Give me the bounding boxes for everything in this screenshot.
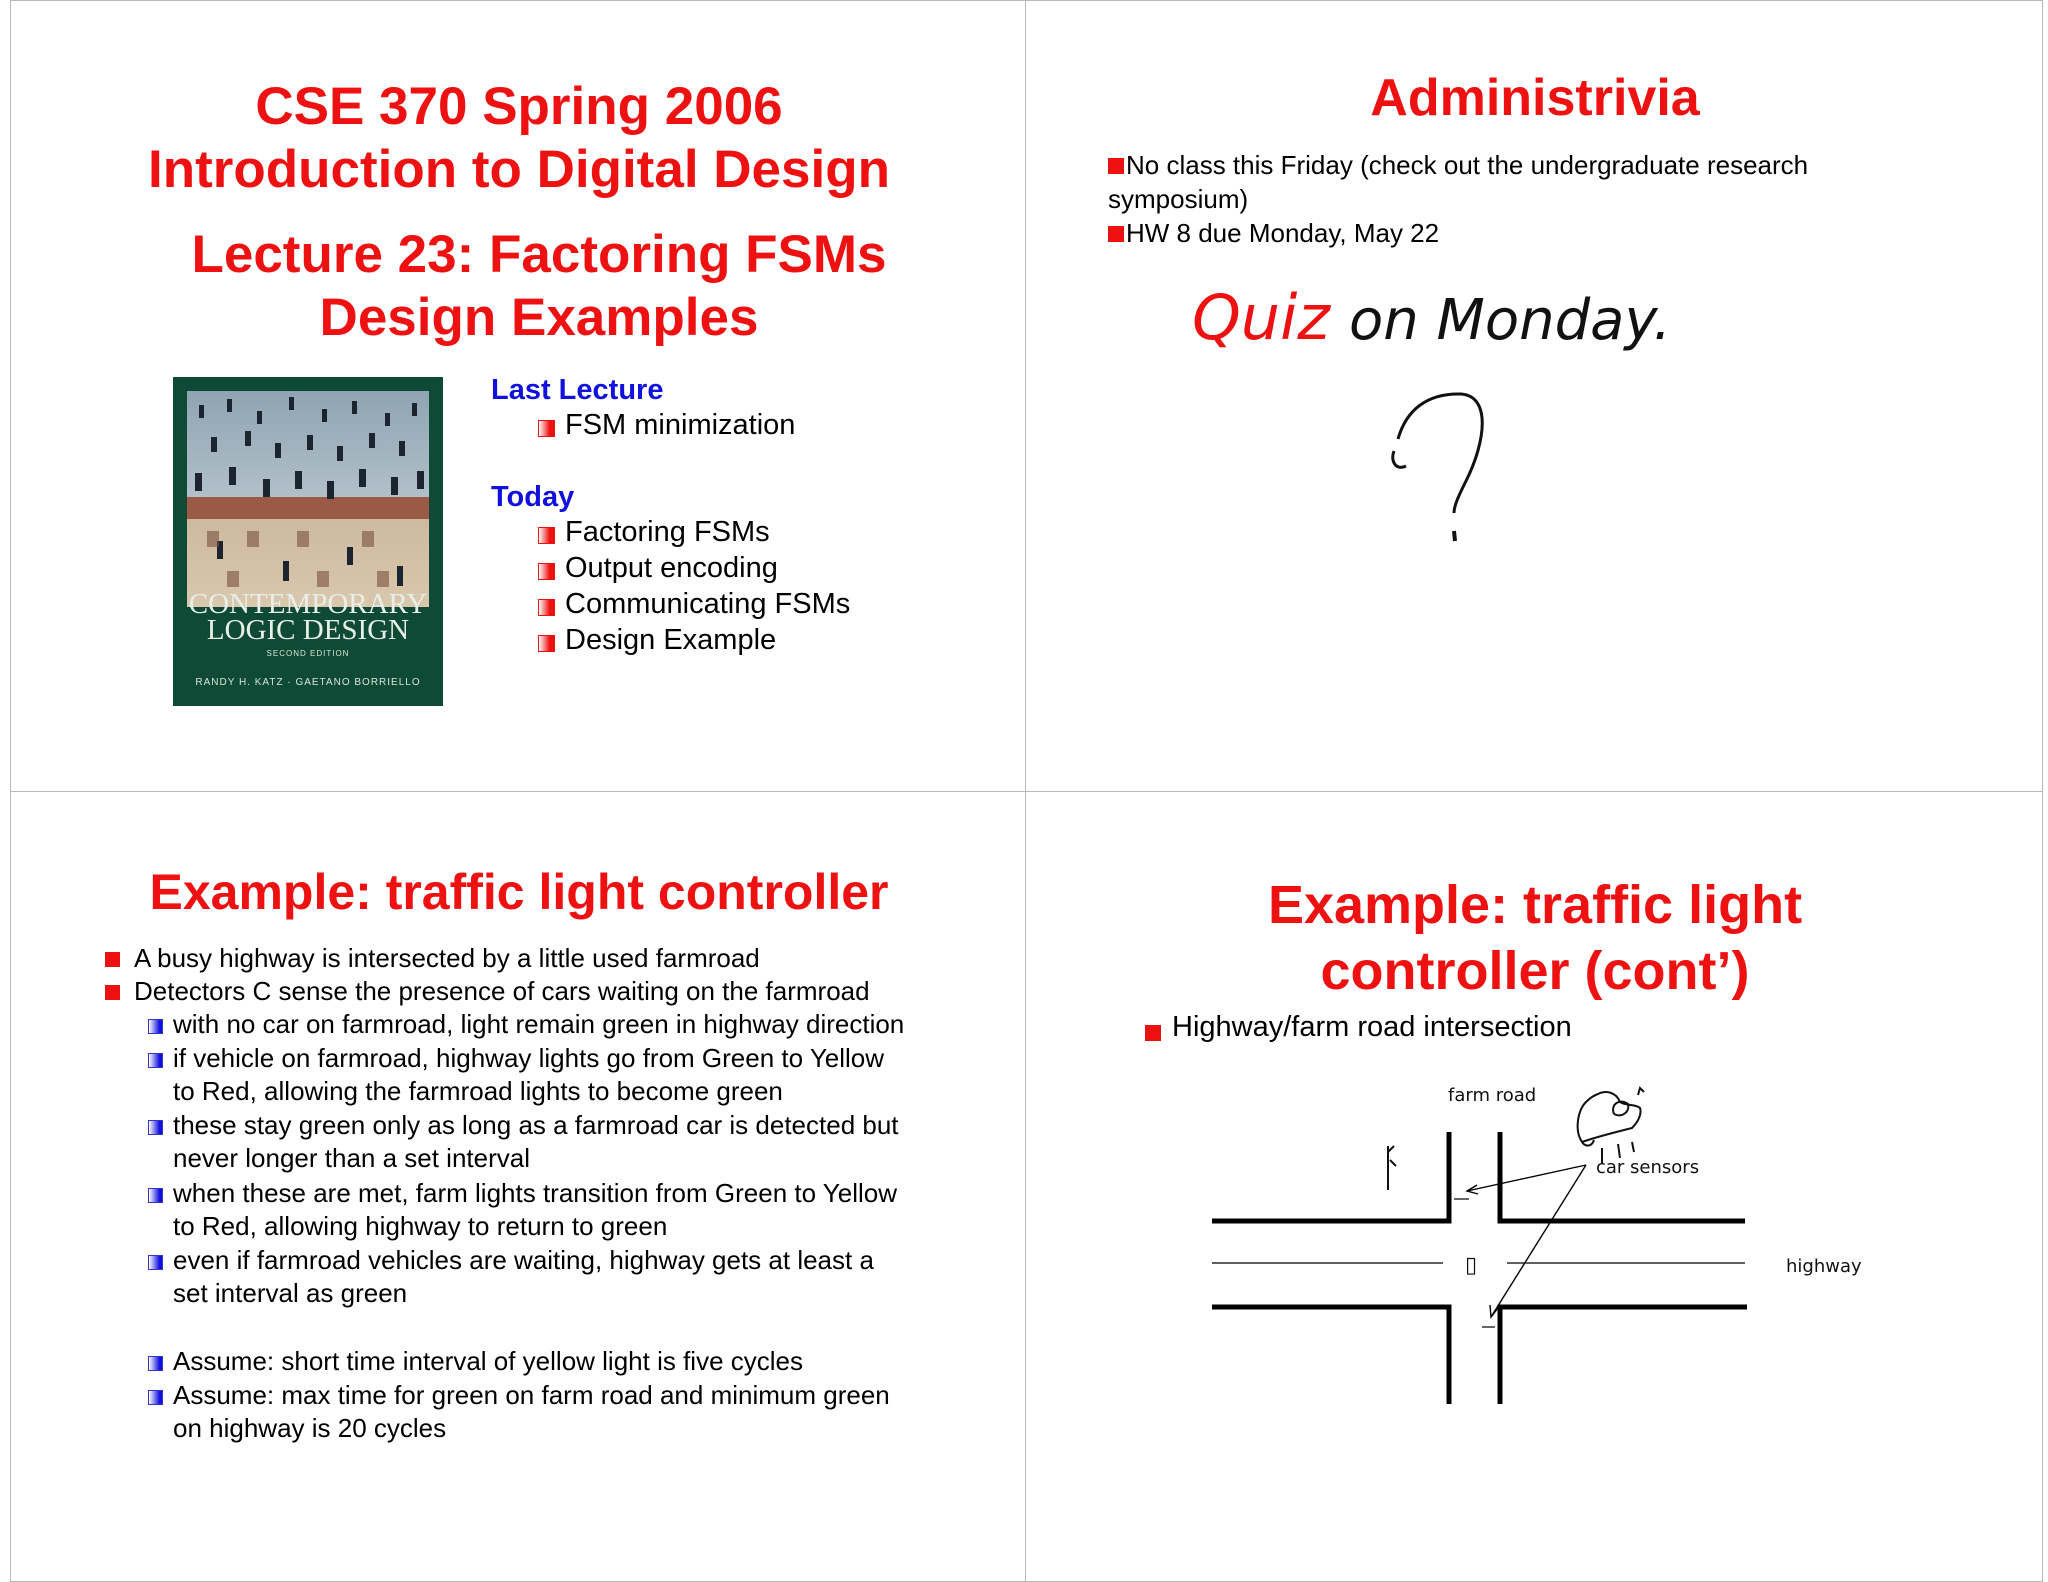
traffic-light-title: Example: traffic light controller xyxy=(149,864,889,920)
today-item: Output encoding xyxy=(565,552,778,584)
car-sensors-label: car sensors xyxy=(1596,1157,1700,1178)
today-header: Today xyxy=(491,481,575,513)
book-title-line-2: LOGIC DESIGN xyxy=(206,614,410,646)
book-authors: RANDY H. KATZ · GAETANO BORRIELLO xyxy=(195,677,421,688)
sub-bullet-icon xyxy=(148,1053,163,1068)
course-title-line-1: CSE 370 Spring 2006 xyxy=(255,77,783,136)
sub-bullet-line: these stay green only as long as a farmroad car is detected but xyxy=(173,1110,899,1140)
course-title xyxy=(11,75,1026,201)
sub-bullet-icon xyxy=(148,1188,163,1203)
admin-item-text: No class this Friday (check out the undergraduate research symposium) xyxy=(1108,150,1809,214)
bullet-icon xyxy=(538,599,555,616)
assumption-line: on highway is 20 cycles xyxy=(173,1413,447,1443)
handwritten-question-mark xyxy=(1393,394,1483,513)
sub-bullet-icon xyxy=(148,1356,163,1371)
bullet-icon xyxy=(538,527,555,544)
slide-traffic-light-cont xyxy=(1025,791,2043,1582)
last-lecture-item: FSM minimization xyxy=(565,409,796,441)
bullet-icon xyxy=(538,420,555,437)
intersection-diagram xyxy=(1026,792,2043,1582)
title-line-2: controller (cont’) xyxy=(1320,941,1750,1001)
handwriting-annotation xyxy=(1026,1,2043,792)
course-title-line-2: Introduction to Digital Design xyxy=(148,140,890,199)
sub-bullet-line: when these are met, farm lights transition from Green to Yellow xyxy=(173,1178,898,1208)
sub-bullet-line: even if farmroad vehicles are waiting, highway gets at least a xyxy=(173,1245,874,1275)
sub-bullet-line: if vehicle on farmroad, highway lights go from Green to Yellow xyxy=(173,1043,885,1073)
assumption-text xyxy=(173,1379,890,1445)
handwritten-on-monday: on Monday. xyxy=(1349,288,1672,353)
bullet-text: A busy highway is intersected by a little used farmroad xyxy=(134,943,760,973)
sub-bullet-icon xyxy=(148,1390,163,1405)
assumption-text xyxy=(173,1345,803,1378)
sub-bullet-line: set interval as green xyxy=(173,1278,408,1308)
sub-bullet-icon xyxy=(148,1255,163,1270)
sub-bullet-line: never longer than a set interval xyxy=(173,1143,530,1173)
center-glyph: ▯ xyxy=(1465,1253,1478,1278)
title-line-1: Example: traffic light xyxy=(1267,875,1803,935)
sub-bullet-text xyxy=(173,1008,904,1041)
bullet-text: Detectors C sense the presence of cars waiting on the farmroad xyxy=(134,976,870,1006)
slide-traffic-light xyxy=(10,791,1026,1582)
assumption-line: Assume: max time for green on farm road and minimum green xyxy=(173,1380,890,1410)
farm-road-label: farm road xyxy=(1448,1085,1537,1106)
last-lecture-header: Last Lecture xyxy=(491,374,664,406)
book-cover-title xyxy=(173,588,443,646)
sub-bullet-icon xyxy=(148,1019,163,1034)
book-title-line-1: CONTEMPORARY xyxy=(188,588,428,620)
bullet-icon xyxy=(538,635,555,652)
assumption-line: Assume: short time interval of yellow light is five cycles xyxy=(173,1346,803,1376)
handwritten-quiz: Quiz xyxy=(1192,281,1330,354)
sub-bullet-text xyxy=(173,1042,884,1108)
admin-item-text: HW 8 due Monday, May 22 xyxy=(1126,218,1440,248)
sub-bullet-text xyxy=(173,1244,874,1310)
lecture-title-line-2: Design Examples xyxy=(319,288,759,347)
sub-bullet-icon xyxy=(148,1120,163,1135)
bullet-icon xyxy=(538,563,555,580)
today-item: Factoring FSMs xyxy=(565,516,770,548)
sub-bullet-line: to Red, allowing highway to return to green xyxy=(173,1211,668,1241)
question-mark-dot xyxy=(1454,531,1455,541)
lecture-title-line-1: Lecture 23: Factoring FSMs xyxy=(191,225,887,284)
bullet-icon xyxy=(105,985,120,1000)
intersection-bullet-text: Highway/farm road intersection xyxy=(1172,1011,1572,1043)
sub-bullet-line: with no car on farmroad, light remain green in highway direction xyxy=(173,1009,905,1039)
today-item: Communicating FSMs xyxy=(565,588,851,620)
bullet-icon xyxy=(105,952,120,967)
book-cover-image xyxy=(173,377,443,706)
slide-administrivia xyxy=(1025,0,2043,792)
book-cover-figures xyxy=(187,391,429,607)
sensor-arrows xyxy=(1467,1165,1586,1317)
sub-bullet-text xyxy=(173,1177,897,1243)
sub-bullet-line: to Red, allowing the farmroad lights to become green xyxy=(173,1076,783,1106)
highway-label: highway xyxy=(1786,1256,1862,1277)
slide-title xyxy=(10,0,1026,792)
lecture-title xyxy=(31,223,1026,349)
sub-bullet-text xyxy=(173,1109,899,1175)
book-edition: SECOND EDITION xyxy=(266,649,350,658)
administrivia-title: Administrivia xyxy=(1370,69,1700,127)
today-item: Design Example xyxy=(565,624,777,656)
